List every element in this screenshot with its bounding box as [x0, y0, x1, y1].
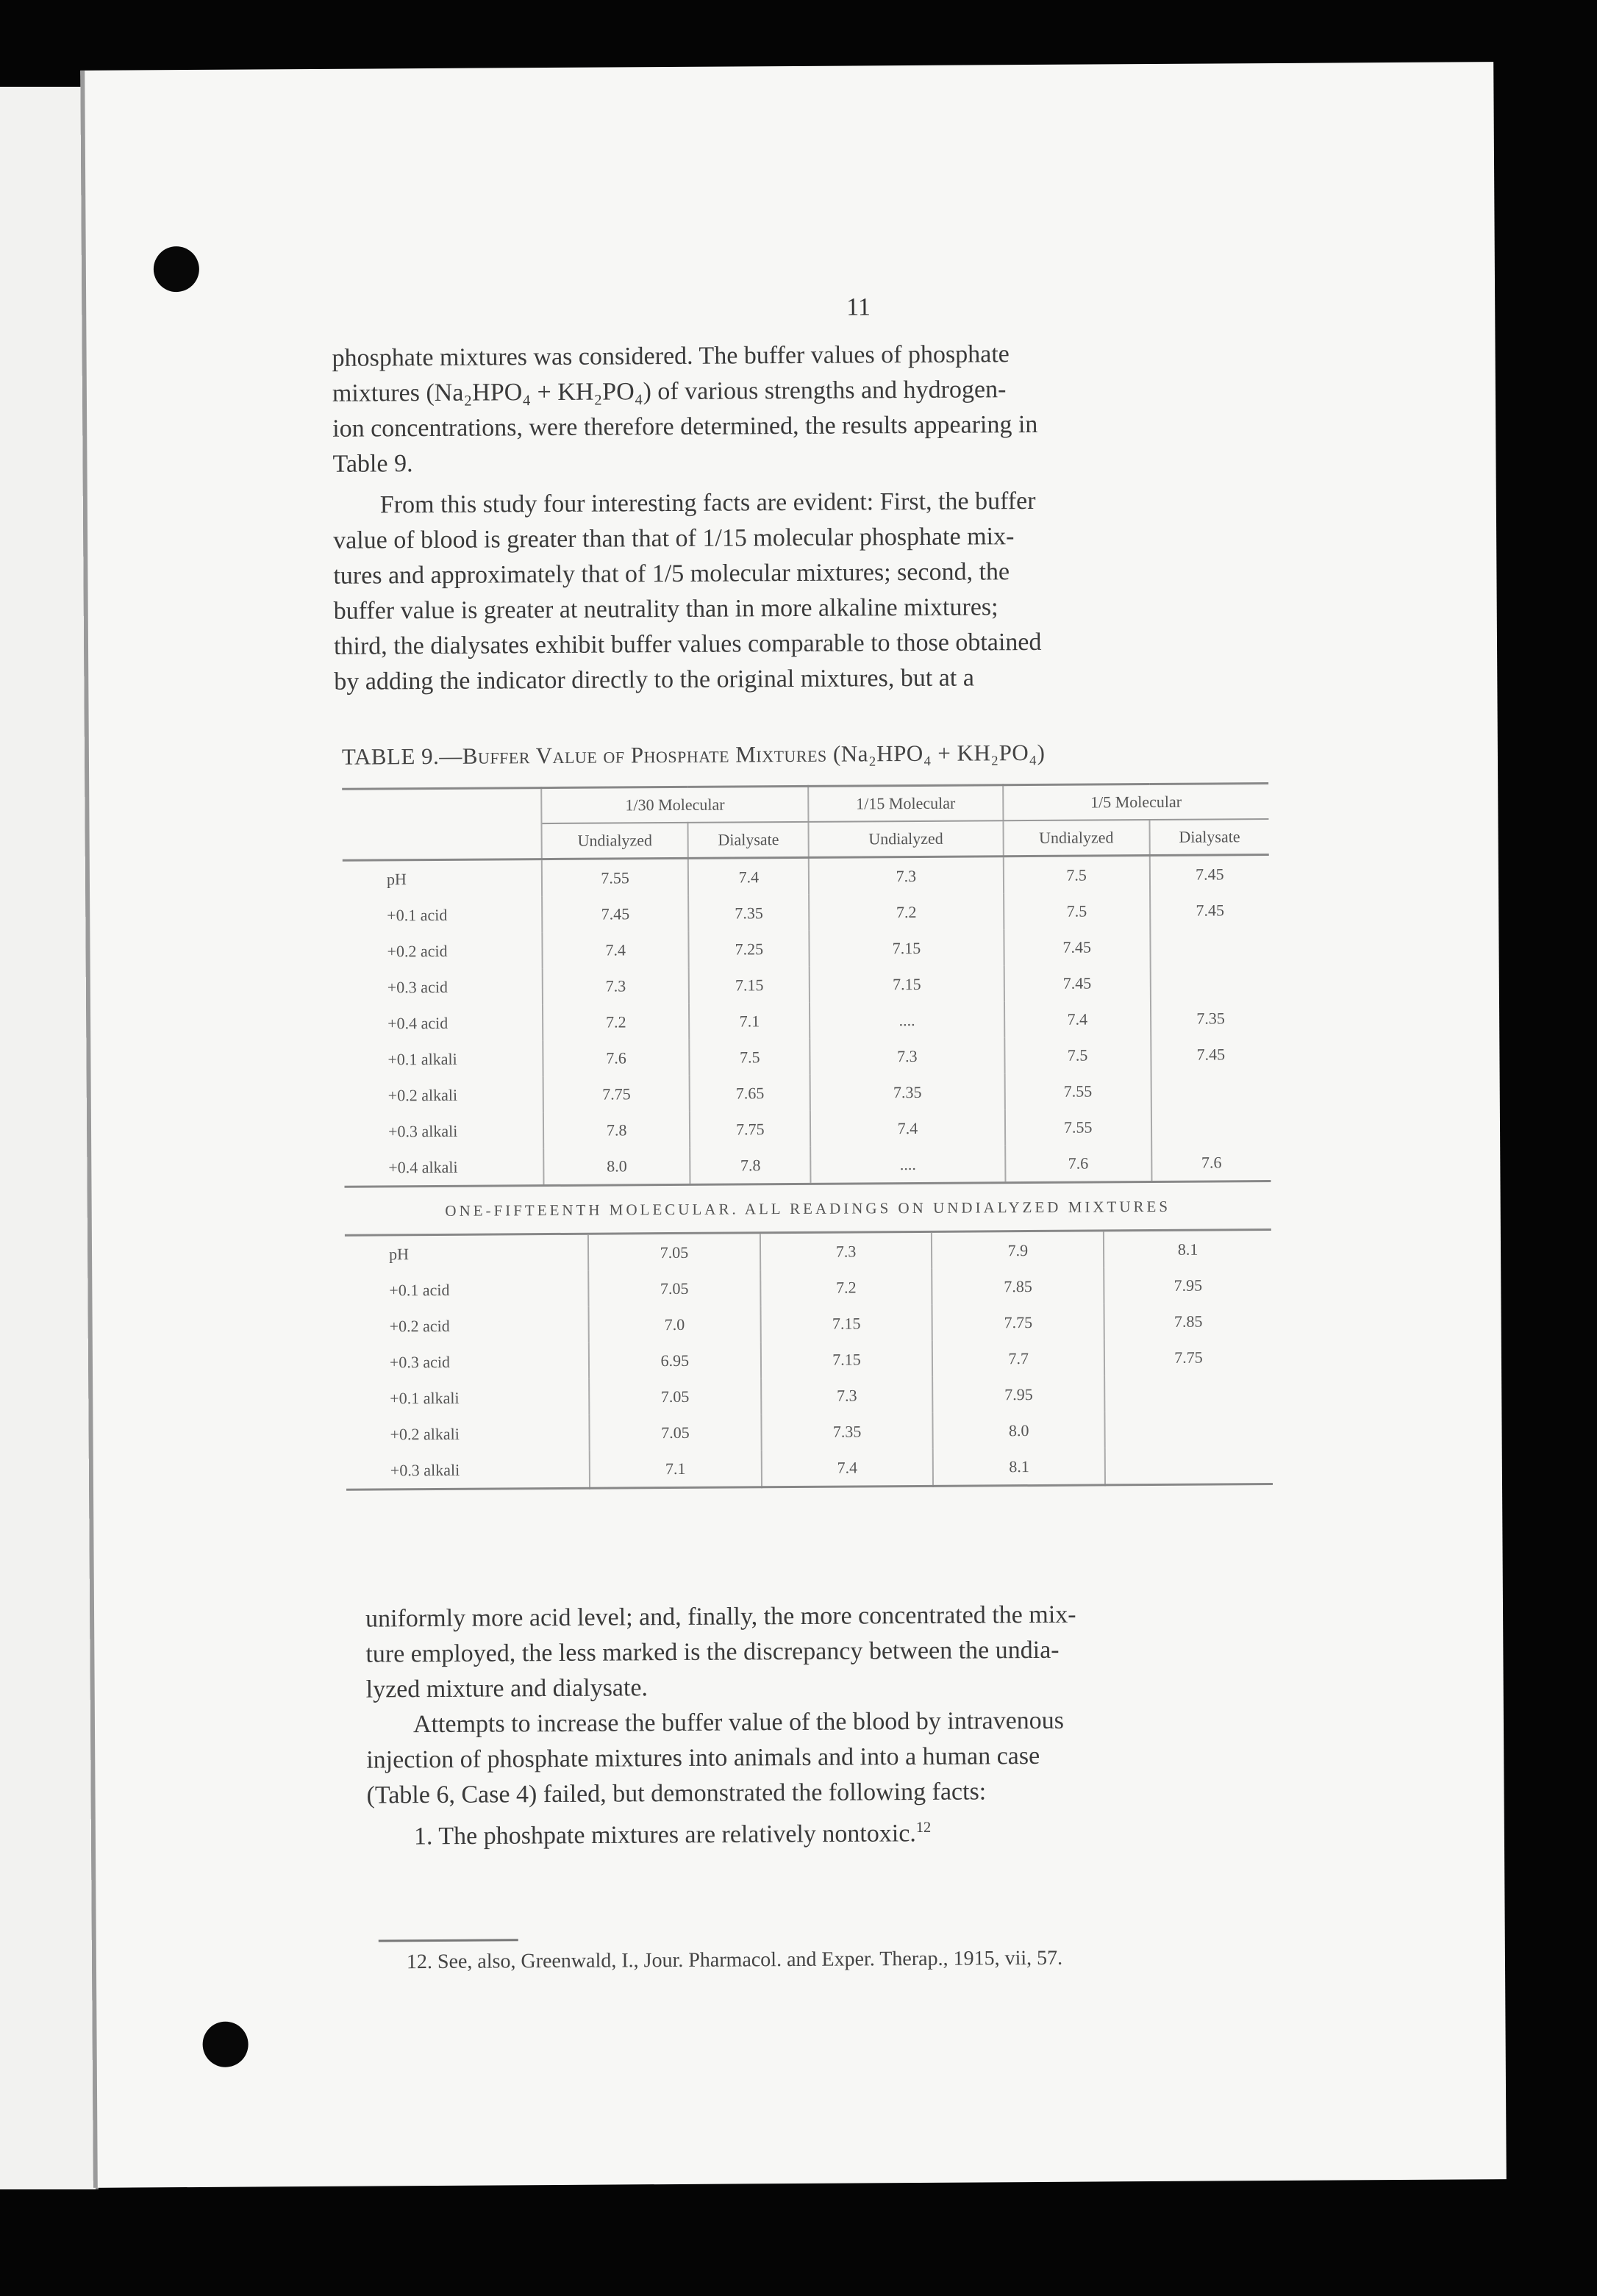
table-cell: 7.35 — [688, 895, 809, 931]
fourth-paragraph — [366, 1702, 1293, 1855]
row-label: pH — [343, 859, 542, 898]
table-cell: 7.1 — [689, 1003, 810, 1040]
table-cell: 7.2 — [809, 893, 1003, 931]
text-line: Table 9. — [332, 450, 413, 478]
text-line: ture employed, the less marked is the discrepancy between the undia- — [365, 1636, 1060, 1668]
sub-header: Dialysate — [688, 822, 809, 859]
footnote-ref: 12 — [915, 1819, 932, 1836]
table-cell: 7.05 — [588, 1270, 760, 1306]
table-cell: 7.85 — [932, 1267, 1104, 1304]
table-cell: 7.65 — [690, 1075, 810, 1112]
table-row — [346, 1303, 1272, 1345]
group-header: 1/15 Molecular — [809, 785, 1003, 822]
sub-header: Undialyzed — [1003, 820, 1150, 856]
table-cell: 7.4 — [688, 857, 809, 895]
row-label: +0.2 acid — [346, 1307, 589, 1345]
after-table-paragraph — [365, 1596, 1293, 1708]
punch-hole-top — [154, 246, 199, 292]
data-table — [342, 782, 1273, 1491]
table-cell: .... — [810, 1001, 1004, 1039]
table-cell: 8.1 — [1177, 1240, 1198, 1259]
table-cell: 7.4 — [810, 1109, 1004, 1147]
table-cell: 7.15 — [810, 929, 1004, 967]
table-cell: 8.1 — [933, 1448, 1105, 1486]
one-fifteenth-table — [345, 1231, 1273, 1491]
table-cell: 7.4 — [542, 931, 689, 968]
table-cell — [1151, 964, 1270, 1001]
table-cell: 7.45 — [542, 895, 689, 932]
table-row — [346, 1375, 1272, 1417]
table-cell — [1104, 1375, 1272, 1412]
punch-hole-bottom — [202, 2022, 248, 2067]
row-label: +0.2 alkali — [344, 1076, 543, 1114]
table-cell: 7.45 — [1196, 1044, 1226, 1064]
row-label: +0.1 acid — [345, 1271, 588, 1309]
text-line: (Table 6, Case 4) failed, but demonstrated the following facts: — [366, 1778, 987, 1809]
sub-header: Undialyzed — [541, 823, 688, 859]
table-cell: 7.45 — [1196, 864, 1224, 884]
table-cell: 7.95 — [932, 1376, 1104, 1412]
buffer-table — [342, 782, 1271, 1186]
table-cell: 7.95 — [1173, 1276, 1203, 1295]
table-row — [346, 1339, 1272, 1381]
text-line: injection of phosphate mixtures into animals and into a human case — [366, 1742, 1040, 1774]
table-row — [346, 1447, 1273, 1489]
table-cell: 7.2 — [543, 1004, 690, 1040]
table-cell: 7.35 — [810, 1073, 1004, 1111]
table-row — [343, 892, 1269, 934]
row-label: +0.3 acid — [346, 1343, 589, 1381]
text-line: mixtures (Na₂HPO₄ + KH₂PO₄) of various strengths and hydrogen- — [332, 376, 1007, 407]
row-label: +0.1 alkali — [343, 1040, 543, 1078]
text-line: tures and approximately that of 1/5 molecular mixtures; second, the — [333, 558, 1010, 590]
list-item — [367, 1808, 1293, 1855]
table-cell: 7.3 — [761, 1377, 933, 1414]
table-cell: 6.95 — [589, 1342, 761, 1378]
sub-header: Dialysate — [1179, 827, 1240, 846]
table-cell: 7.85 — [1173, 1312, 1203, 1331]
text-line: value of blood is greater than that of 1/15 molecular phosphate mix- — [333, 523, 1015, 554]
table-cell: 7.8 — [543, 1112, 690, 1148]
table-cell: 7.45 — [1004, 965, 1151, 1001]
table-cell: 7.5 — [690, 1039, 810, 1076]
table-body — [345, 1231, 1273, 1489]
table-caption-title: Buffer Value of Phosphate Mixtures — [462, 740, 827, 769]
table-cell: 7.2 — [760, 1269, 932, 1306]
table-row — [345, 1267, 1271, 1309]
table-cell: 7.5 — [1004, 1037, 1151, 1073]
table-cell: 7.55 — [542, 858, 689, 896]
table-cell: 7.35 — [761, 1413, 933, 1450]
text-line: third, the dialysates exhibit buffer values comparable to those obtained — [333, 628, 1042, 660]
footnote-divider — [379, 1939, 518, 1942]
text-line: phosphate mixtures was considered. The buffer values of phosphate — [332, 340, 1010, 372]
table-row — [343, 855, 1269, 898]
row-label: +0.3 alkali — [346, 1451, 590, 1490]
intro-paragraph — [332, 335, 1268, 482]
table-row — [343, 1000, 1270, 1042]
table-row — [343, 1036, 1270, 1078]
table-cell — [1151, 1108, 1271, 1145]
text-line: uniformly more acid level; and, finally, the more concentrated the mix- — [365, 1601, 1076, 1633]
table-cell: 7.75 — [543, 1076, 690, 1112]
table-row — [343, 928, 1269, 970]
table-cell: 7.4 — [1004, 1001, 1151, 1037]
table-cell: 7.75 — [932, 1303, 1104, 1340]
table-row — [346, 1411, 1272, 1453]
table-row — [343, 964, 1270, 1006]
text-line: lyzed mixture and dialysate. — [365, 1674, 649, 1703]
table-row — [344, 1072, 1271, 1114]
table-caption-prefix: TABLE 9.— — [341, 743, 462, 770]
table-cell: 7.0 — [589, 1306, 761, 1342]
table-cell: 7.3 — [809, 856, 1003, 895]
row-label: +0.3 alkali — [344, 1112, 543, 1150]
footnote: 12. See, also, Greenwald, I., Jour. Pharmacol. and Exper. Therap., 1915, vii, 57. — [406, 1946, 1063, 1974]
table-cell: 7.9 — [932, 1231, 1104, 1268]
row-label: +0.4 acid — [343, 1004, 543, 1042]
table-cell: 7.7 — [932, 1340, 1104, 1376]
table-cell: 7.35 — [1196, 1008, 1225, 1028]
table-cell: 8.0 — [933, 1412, 1105, 1448]
table-cell: 7.15 — [760, 1341, 932, 1378]
second-paragraph — [333, 482, 1270, 700]
row-label: +0.3 acid — [343, 968, 543, 1006]
table-cell: 7.75 — [1174, 1348, 1203, 1367]
row-label: +0.1 alkali — [346, 1379, 589, 1417]
table-cell: 7.6 — [543, 1040, 690, 1076]
row-label: +0.2 alkali — [346, 1415, 589, 1453]
text-line: From this study four interesting facts are evident: First, the buffer — [379, 487, 1036, 519]
page-number: 11 — [846, 293, 871, 321]
table-cell: 7.15 — [689, 967, 810, 1004]
table-row — [345, 1231, 1271, 1273]
table-cell: 7.75 — [690, 1111, 810, 1148]
group-header: 1/30 Molecular — [541, 786, 809, 823]
table-body — [343, 855, 1271, 1186]
table-cell: 7.05 — [589, 1414, 761, 1451]
table-cell: 7.55 — [1004, 1109, 1151, 1145]
table-cell — [1104, 1411, 1272, 1448]
row-label: +0.2 acid — [343, 932, 542, 970]
text-line: by adding the indicator directly to the original mixtures, but at a — [334, 664, 974, 695]
text-line: ion concentrations, were therefore determined, the results appearing in — [332, 410, 1038, 443]
row-label-header — [342, 788, 542, 861]
table-cell — [1151, 1072, 1270, 1109]
table-cell: 7.25 — [689, 931, 810, 968]
table-cell: 7.55 — [1004, 1073, 1151, 1109]
table-cell: 7.15 — [810, 965, 1004, 1003]
table-cell: 8.0 — [543, 1148, 690, 1184]
table-cell: 7.8 — [690, 1147, 811, 1184]
table-cell: 7.6 — [1201, 1152, 1222, 1172]
table-row — [344, 1144, 1271, 1186]
list-item-text: 1. The phoshpate mixtures are relatively nontoxic. — [413, 1820, 916, 1850]
table-cell: 7.3 — [810, 1037, 1004, 1075]
table-cell: 7.05 — [588, 1234, 760, 1270]
table-cell: .... — [811, 1145, 1005, 1183]
row-label: pH — [345, 1235, 588, 1273]
table-cell: 7.6 — [1005, 1145, 1152, 1181]
table-cell: 7.45 — [1004, 929, 1151, 965]
table-cell: 7.5 — [1003, 856, 1150, 894]
table-cell: 7.5 — [1004, 893, 1151, 929]
section-title: ONE-FIFTEENTH MOLECULAR. ALL READINGS ON UNDIALYZED MIXTURES — [344, 1180, 1271, 1237]
sub-header: Undialyzed — [809, 820, 1003, 857]
table-cell: 7.3 — [543, 968, 690, 1004]
text-line: buffer value is greater at neutrality than in more alkaline mixtures; — [333, 593, 998, 625]
table-cell: 7.45 — [1196, 900, 1224, 920]
table-caption-formula: (Na₂HPO₄ + KH₂PO₄) — [832, 739, 1046, 767]
table-caption — [342, 738, 1268, 770]
text-line: Attempts to increase the buffer value of the blood by intravenous — [412, 1706, 1065, 1739]
table-cell: 7.1 — [590, 1450, 762, 1488]
row-label: +0.1 acid — [343, 896, 542, 934]
table-row — [344, 1108, 1271, 1150]
group-header: 1/5 Molecular — [1003, 784, 1269, 821]
table-cell: 7.4 — [761, 1449, 933, 1487]
table-cell: 7.3 — [760, 1233, 932, 1270]
row-label: +0.4 alkali — [344, 1148, 543, 1186]
table-cell: 7.05 — [589, 1378, 761, 1415]
document-page — [80, 62, 1507, 2188]
table-cell: 7.15 — [760, 1305, 932, 1342]
table-cell — [1150, 928, 1269, 965]
table-cell — [1105, 1447, 1273, 1485]
